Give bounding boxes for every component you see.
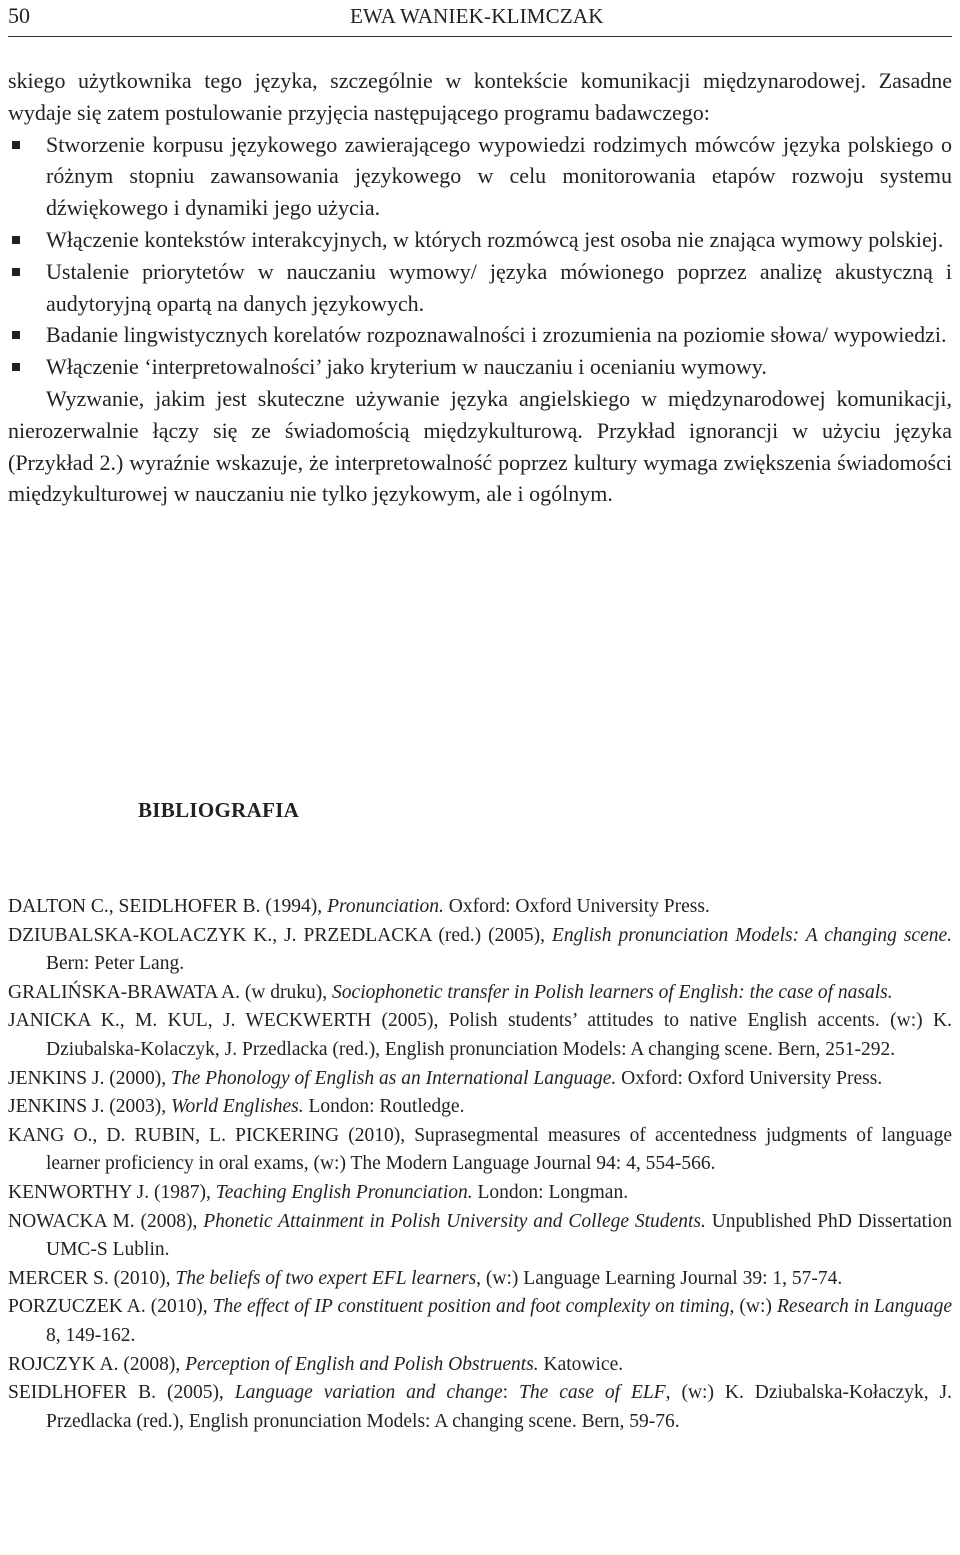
running-header — [8, 0, 952, 37]
square-bullet-icon — [12, 141, 20, 149]
page-number: 50 — [8, 3, 30, 28]
closing-paragraph: Wyzwanie, jakim jest skuteczne używanie języka angielskiego w międzynarodowej komunikacji, nierozerwalnie łączy się ze świadomością międzykulturową. Przykład ignorancji w użyciu języka (Przykład 2.) wyraźnie wskazuje, że interpretowalność poprzez kultury wymaga zwiększenia świadomości międzykulturowej w nauczaniu nie tylko językowym, ale i ogólnym. — [8, 385, 952, 507]
square-bullet-icon — [12, 331, 20, 339]
body-text — [8, 65, 952, 510]
bibliography-heading: BIBLIOGRAFIA — [138, 798, 300, 822]
bib-entry: DALTON C., SEIDLHOFER B. (1994), Pronunciation. Oxford: Oxford University Press. — [8, 896, 710, 917]
research-program-list — [8, 129, 952, 383]
running-head-author: EWA WANIEK-KLIMCZAK — [350, 4, 604, 28]
bib-entry: KENWORTHY J. (1987), Teaching English Pronunciation. London: Longman. — [8, 1181, 629, 1203]
bib-entry: PORZUCZEK A. (2010), The effect of IP constituent position and foot complexity on timing, (w:) Research in Language 8, 149-162. — [8, 1296, 952, 1346]
square-bullet-icon — [12, 236, 20, 244]
bib-entry: JANICKA K., M. KUL, J. WECKWERTH (2005), Polish students’ attitudes to native English accents. (w:) K. Dziubalska-Kolaczyk, J. Przedlacka (red.), English pronunciation Models: A changing scene. Bern, 251-292. — [8, 1010, 952, 1060]
list-item: Stworzenie korpusu językowego zawierającego wypowiedzi rodzimych mówców języka polskiego o różnym stopniu zawansowania językowego w celu monitorowania etapów rozwoju systemu dźwiękowego i dynamiki jego użycia. — [8, 129, 952, 224]
bib-entry: SEIDLHOFER B. (2005), Language variation and change: The case of ELF, (w:) K. Dziubalska-Kołaczyk, J. Przedlacka (red.), English pronunciation Models: A changing scene. Bern, 59-76. — [8, 1382, 953, 1432]
bib-entry: MERCER S. (2010), The beliefs of two expert EFL learners, (w:) Language Learning Journal 39: 1, 57-74. — [8, 1267, 843, 1289]
bib-entry: NOWACKA M. (2008), Phonetic Attainment in Polish University and College Students. Unpublished PhD Dissertation UMC-S Lublin. — [8, 1210, 952, 1261]
bibliography-list — [8, 893, 952, 1436]
bib-entry: GRALIŃSKA-BRAWATA A. (w druku), Sociophonetic transfer in Polish learners of English: the case of nasals. — [8, 981, 893, 1003]
list-item: Włączenie kontekstów interakcyjnych, w których rozmówcą jest osoba nie znająca wymowy polskiej. — [8, 224, 952, 256]
square-bullet-icon — [12, 363, 20, 371]
bib-entry: JENKINS J. (2000), The Phonology of English as an International Language. Oxford: Oxford University Press. — [8, 1067, 883, 1089]
list-item: Włączenie ‘interpretowalności’ jako kryterium w nauczaniu i ocenianiu wymowy. — [8, 351, 952, 383]
intro-paragraph: skiego użytkownika tego języka, szczególnie w kontekście komunikacji międzynarodowej. Zasadne wydaje się zatem postulowanie przyjęcia następującego programu badawczego: — [8, 68, 952, 125]
list-item: Badanie lingwistycznych korelatów rozpoznawalności i zrozumienia na poziomie słowa/ wypowiedzi. — [8, 319, 952, 351]
bib-entry: JENKINS J. (2003), World Englishes. London: Routledge. — [8, 1096, 465, 1118]
bib-entry: DZIUBALSKA-KOLACZYK K., J. PRZEDLACKA (red.) (2005), English pronunciation Models: A changing scene. Bern: Peter Lang. — [8, 924, 953, 975]
bib-entry: KANG O., D. RUBIN, L. PICKERING (2010), Suprasegmental measures of accentedness judgments of language learner proficiency in oral exams, (w:) The Modern Language Journal 94: 4, 554-566. — [8, 1124, 952, 1175]
square-bullet-icon — [12, 268, 20, 276]
list-item: Ustalenie priorytetów w nauczaniu wymowy/ języka mówionego poprzez analizę akustyczną i audytoryjną opartą na danych językowych. — [8, 256, 952, 320]
bib-entry: ROJCZYK A. (2008), Perception of English and Polish Obstruents. Katowice. — [8, 1353, 624, 1375]
